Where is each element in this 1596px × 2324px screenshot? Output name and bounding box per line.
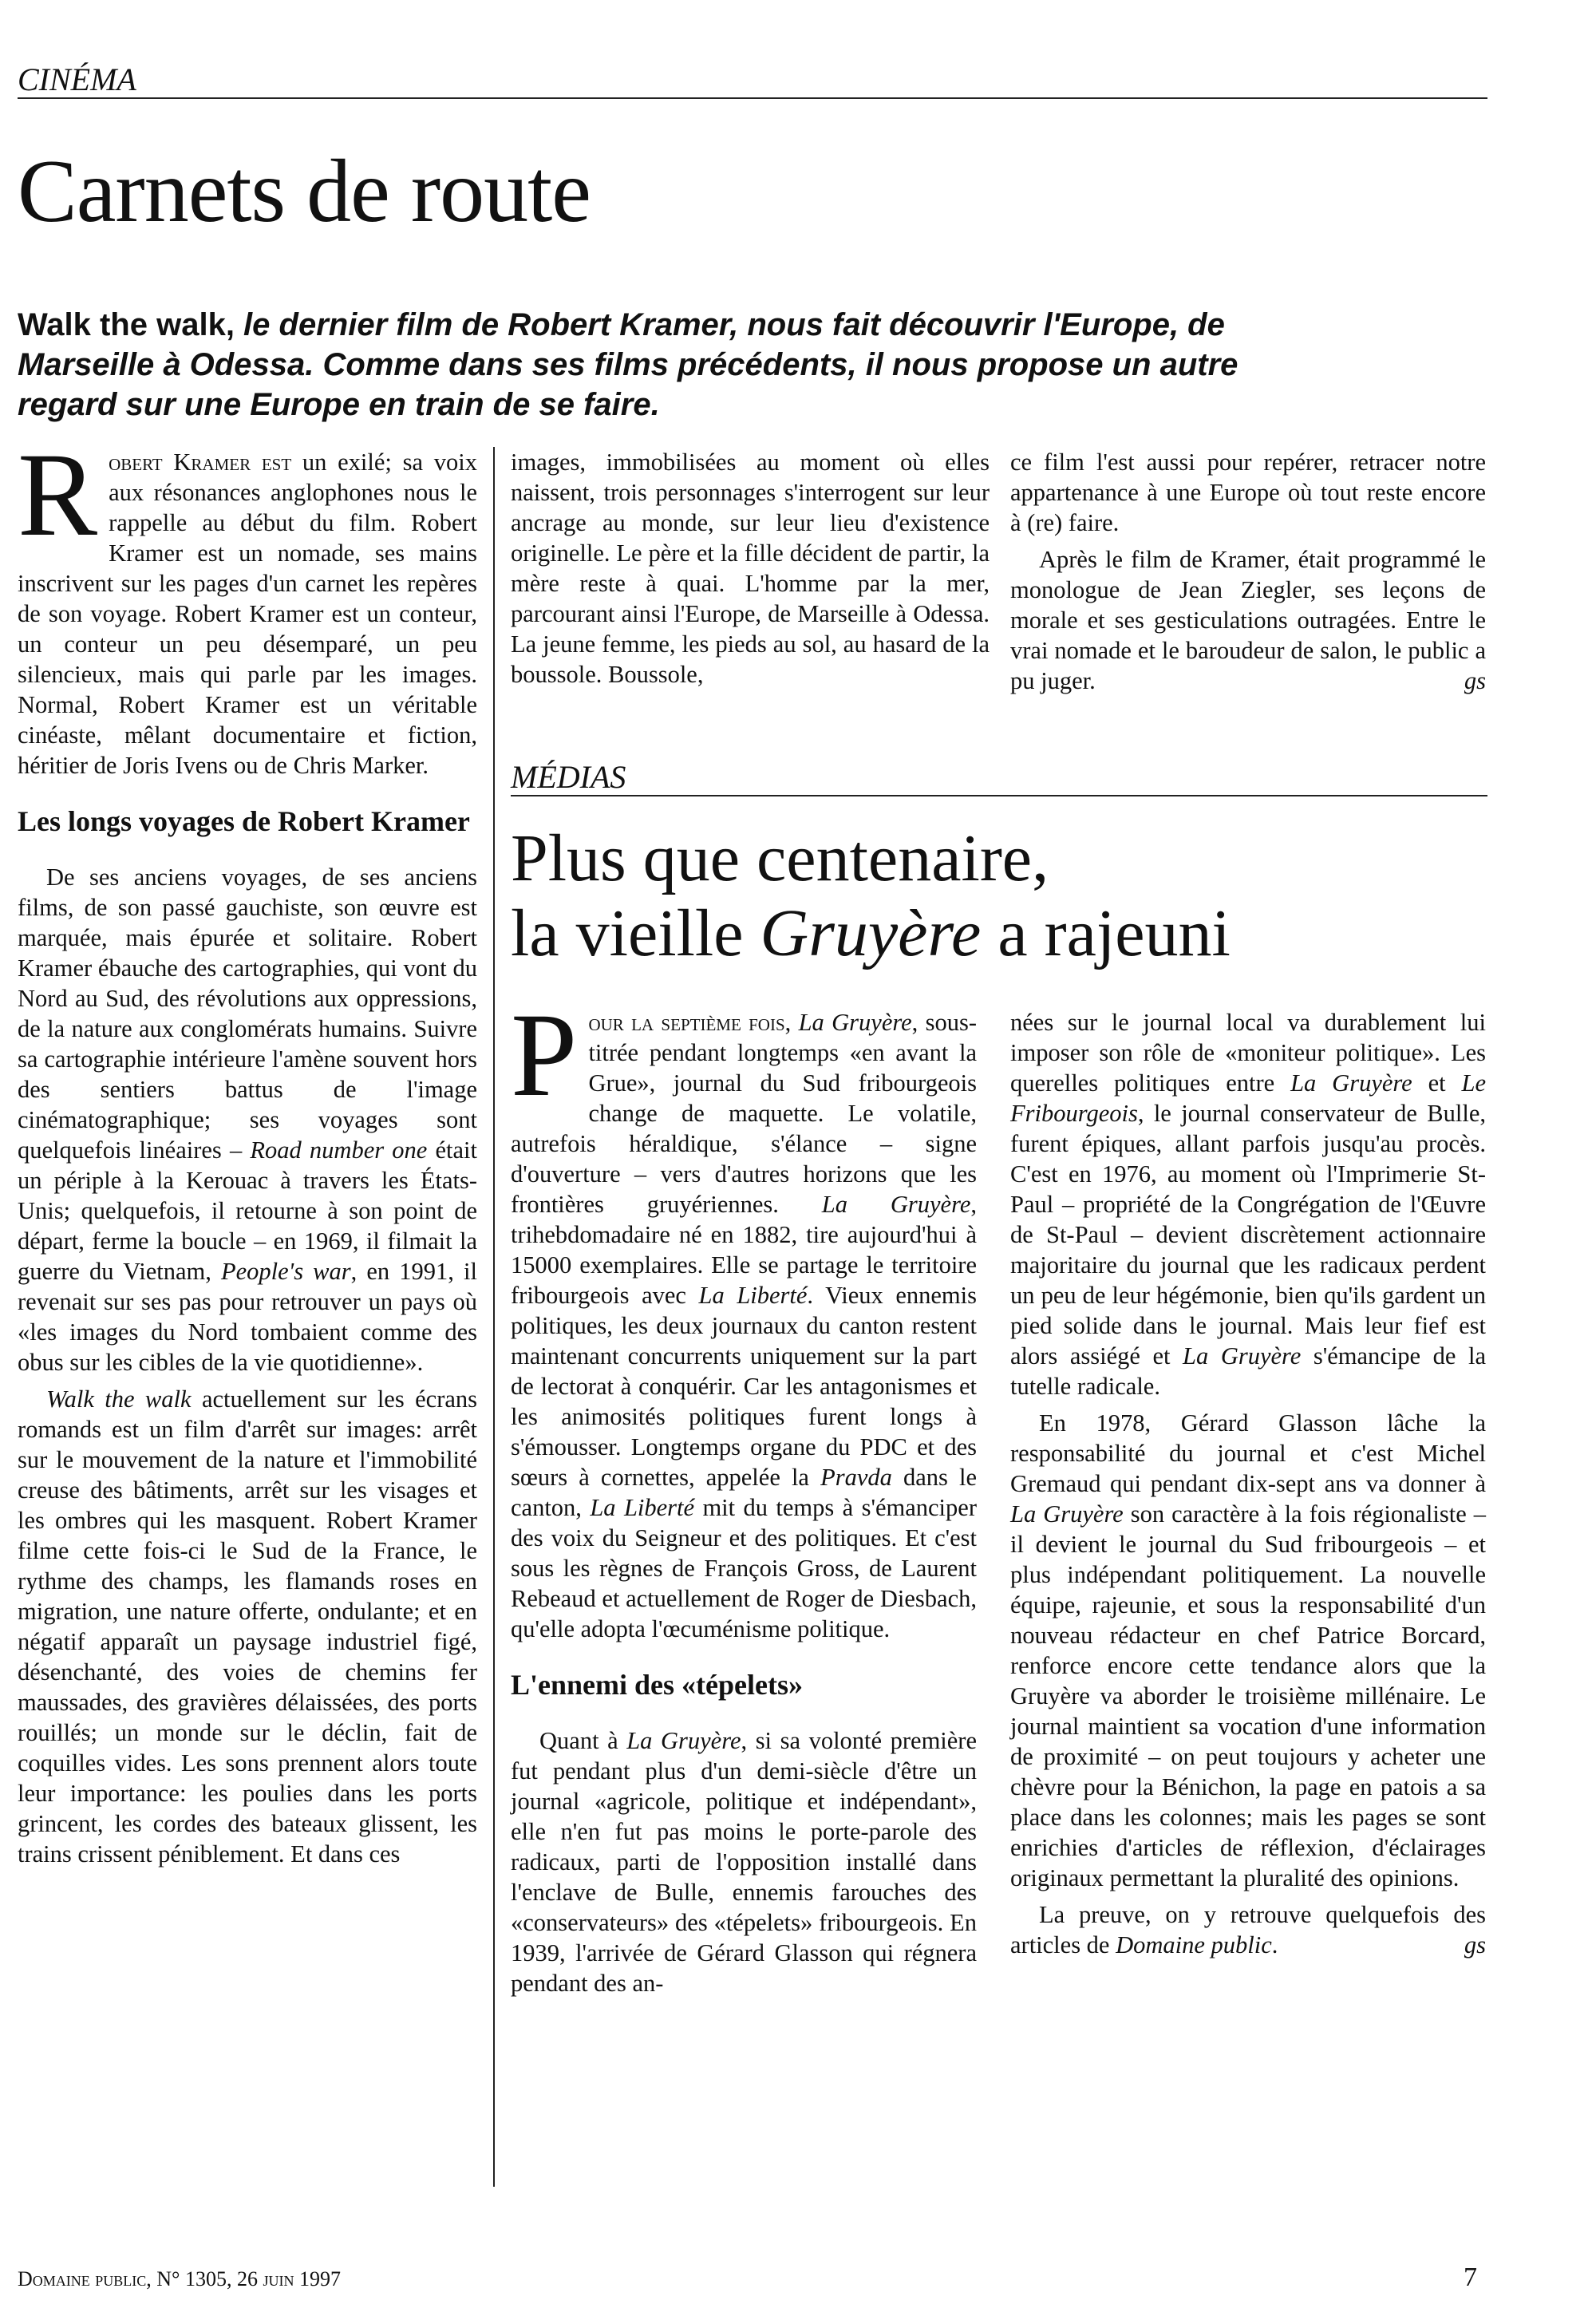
paragraph [511,989,977,1644]
article2-title-line1: Plus que centenaire, [511,821,1049,895]
film-title: Road number one [250,1136,428,1164]
paragraph-text: s'émancipe de la tutelle radicale. [1010,1342,1486,1400]
paragraph [1010,544,1486,696]
paragraph-text: était un périple à la Kerouac à travers les États-Unis; quelquefois, il retourne à son point de départ, ferme la boucle – en 1969, il filmait la guerre du Vietnam, [18,1136,477,1285]
article-lead [18,305,1262,425]
newspaper-name: La Gruyère [798,1009,912,1036]
subheading: Les longs voyages de Robert Kramer [18,805,470,837]
paragraph-text: . Vieux ennemis politiques, les deux journaux du canton restent maintenant concurrents uniquement sur la part de lectorat à conquérir. Car les antagonismes et les animosités politiques furent longs à s'émousser. Longtemps organe du PDC et des sœurs à cornettes, appelée la [511,1282,977,1491]
section-rule [511,795,1487,796]
newspaper-name: La Liberté [590,1494,695,1521]
footer-publication: Domaine public, N° 1305, 26 juin 1997 [18,2267,341,2290]
paragraph-text: un exilé; sa voix aux résonances anglophones nous le rappelle au début du film. Robert Kramer est un nomade, ses mains inscrivent sur les pages d'un carnet les repères de son voyage. Robert Kramer est un conteur, un conteur un peu désemparé, un peu silencieux, mais qui parle par les images. Normal, Robert Kramer est un véritable cinéaste, mêlant documentaire et fiction, héritier de Joris Ivens ou de Chris Marker. [18,449,477,779]
newspaper-name: La Gruyère [1290,1069,1412,1097]
author-signature: gs [1464,667,1486,694]
paragraph-text: De ses anciens voyages, de ses anciens films, de son passé gauchiste, son œuvre est marquée, mais épurée et solitaire. Robert Kramer ébauche des cartographies, qui vont du Nord au Sud, des révolutions aux oppressions, de la nature aux conglomérats humains. Suivre sa cartographie intérieure l'amène souvent hors des sentiers battus de l'image cinématographique; ses voyages sont quelquefois linéaires – [18,864,477,1164]
paragraph-text: nées sur le journal local va durablement lui imposer son rôle de «moniteur politique». Les querelles politiques entre [1010,1009,1486,1097]
subheading: L'ennemi des «tépelets» [511,1669,803,1701]
paragraph-text: , en 1991, il revenait sur ses pas pour retrouver un pays où «les images du Nord tombaient comme des obus sur les cibles de la vie quotidienne». [18,1258,477,1376]
film-title: People's war [221,1258,351,1285]
publication-name: Domaine public [1116,1931,1272,1958]
article2-title-line2 [511,897,1231,970]
paragraph [1010,1007,1486,1401]
newspaper-name: La Gruyère [1183,1342,1302,1370]
newspaper-name: Le Fribourgeois [1010,1069,1487,1127]
author-signature: gs [1464,1931,1486,1958]
paragraph-text: , sous-titrée pendant longtemps «en avant la Grue», journal du Sud fribourgeois change de maquette. Le volatile, autrefois héraldique, s'élance – signe d'ouverture – vers d'autres horizons que les frontières gruyériennes. [511,1009,977,1218]
newspaper-name: Pravda [820,1464,892,1491]
paragraph [18,1384,477,1869]
film-title: Walk the walk [46,1385,192,1413]
paragraph-text: En 1978, Gérard Glasson lâche la responsabilité du journal et c'est Michel Gremaud qui pendant dix-sept ans va donner à [1010,1409,1486,1497]
newspaper-name: La Gruyère [1010,1500,1124,1528]
newspaper-name: La Gruyère [821,1191,971,1218]
drop-cap: P [511,989,578,1121]
paragraph-text: son caractère à la fois régionaliste – il devient le journal du Sud fribourgeois – et plus indépendant politiquement. La nouvelle équipe, rajeunie, et sous la responsabilité d'un nouveau rédacteur en chef Patrice Borcard, renforce encore cette tendance alors que la Gruyère va aborder le troisième millénaire. Le journal maintient sa vocation d'une information de proximité – on peut toujours y acheter une chèvre pour la Bénichon, la page en patois a sa place dans les colonnes; mais les pages se sont enrichies d'articles de réflexion, d'éclairages originaux permettant la pluralité des opinions. [1010,1500,1486,1891]
page-number: 7 [1464,2263,1477,2292]
paragraph-text: Après le film de Kramer, était programmé le monologue de Jean Ziegler, ses leçons de morale et ses gesticulations outragées. Entre le vrai nomade et le baroudeur de salon, le public a pu juger. [1010,546,1486,694]
article-title: Carnets de route [18,142,591,241]
paragraph-text: La preuve, on y retrouve quelquefois des articles de [1010,1901,1486,1958]
paragraph: ce film l'est aussi pour repérer, retracer notre appartenance à une Europe où tout reste encore à (re) faire. [1010,449,1486,536]
article1-column-3 [1010,447,1486,702]
paragraph-text: , si sa volonté première fut pendant plus d'un demi-siècle d'être un journal «agricole, politique et indépendant», elle n'en fut pas moins le porte-parole des radicaux, parti de l'opposition installé dans l'enclave de Bulle, ennemis farouches des «conservateurs» des «tépelets» fribourgeois. En 1939, l'arrivée de Gérard Glasson qui régnera pendant des an- [511,1727,978,1997]
lead-text: le dernier film de Robert Kramer, nous fait découvrir l'Europe, de Marseille à Odessa. Comme dans ses films précédents, il nous propose un autre regard sur une Europe en train de se faire. [18,307,1238,422]
article1-column-1 [18,429,478,1875]
title-text: la vieille [511,896,760,970]
paragraph [1010,1408,1486,1893]
article1-column-2 [511,447,990,696]
newspaper-name: La Liberté [698,1282,808,1309]
paragraph [1010,1899,1486,1960]
paragraph-text: Quant à [539,1727,627,1754]
paragraph: images, immobilisées au moment où elles naissent, trois personnages s'interrogent sur leur ancrage au monde, sur leur lieu d'existence originelle. Le père et la fille décident de partir, la mère reste à quai. L'homme par la mer, parcourant ainsi l'Europe, de Marseille à Odessa. La jeune femme, les pieds au sol, au hasard de la boussole. Boussole, [511,449,990,688]
section-rubric-medias: MÉDIAS [511,759,626,795]
title-text: a rajeuni [981,896,1231,970]
paragraph-text: dans le canton, [511,1464,977,1521]
section-rule-top [18,97,1487,99]
paragraph [18,429,477,781]
title-italic: Gruyère [760,896,982,970]
article2-column-1 [511,989,978,2005]
paragraph-text: . [1271,1931,1278,1958]
lead-film-title: Walk the walk, [18,307,235,342]
paragraph-text: , le journal conservateur de Bulle, furent épiques, allant parfois jusqu'au procès. C'est en 1976, au moment où l'Imprimerie St-Paul – propriété de la Congrégation de l'Œuvre de St-Paul – devient discrètement actionnaire majoritaire du journal que les radicaux perdent un peu de leur hégémonie, bien qu'ils gardent un pied solide dans le journal. Mais leur fief est alors assiégé et [1010,1100,1486,1370]
drop-cap: R [18,429,98,561]
paragraph [18,862,477,1377]
lead-smallcaps: obert Kramer est [109,449,292,476]
paragraph-text: mit du temps à s'émanciper des voix du Seigneur et des politiques. Et c'est sous les règnes de François Gross, de Laurent Rebeaud et actuellement de Roger de Diesbach, qu'elle adopta l'œcuménisme politique. [511,1494,977,1642]
article2-column-2 [1010,1007,1486,1966]
column-divider [493,447,495,2187]
newspaper-name: La Gruyère [626,1727,741,1754]
paragraph-text: actuellement sur les écrans romands est un film d'arrêt sur images: arrêt sur le mouvement de la nature et l'immobilité creuse des bâtiments, arrêt sur les visages et les ombres qui les masquent. Robert Kramer filme cette fois-ci le Sud de la France, le rythme des champs, les flamands roses en migration, une nature offerte, ondulante; et en négatif apparaît un paysage industriel figé, désenchanté, des voies de chemins fer maussades, des gravières délaissées, des ports rouillés; un monde sur le déclin, fait de coquilles vides. Les sons prennent alors toute leur importance: les poulies dans les ports grincent, les cordes des bateaux glissent, les trains crissent péniblement. Et dans ces [18,1385,478,1868]
paragraph-text: , trihebdomadaire né en 1882, tire aujourd'hui à 15000 exemplaires. Elle se partage le territoire fribourgeois avec [511,1191,977,1309]
lead-smallcaps: our la septième fois, [588,1009,792,1036]
paragraph [511,1725,977,1998]
paragraph-text: et [1412,1069,1462,1097]
section-rubric-cinema: CINÉMA [18,61,136,97]
